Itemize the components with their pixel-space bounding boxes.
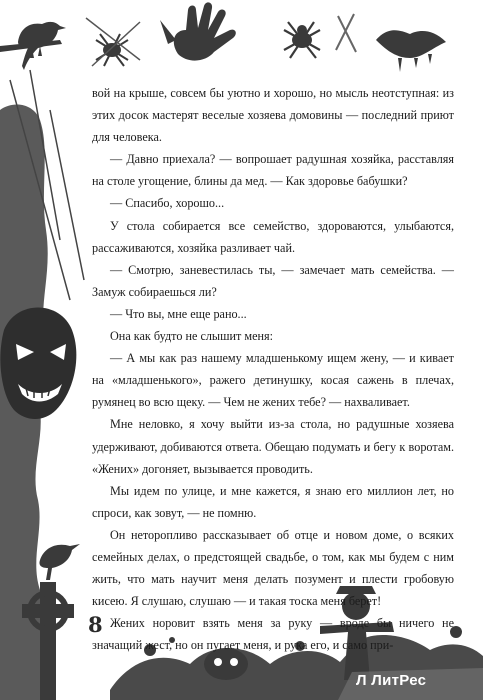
crow-icon <box>39 544 80 580</box>
hand-print-icon <box>160 2 236 60</box>
paragraph: — Смотрю, заневестилась ты, — замечает мать семейства. — Замуж собираешься ли? <box>92 262 454 299</box>
paragraph: Он неторопливо рассказывает об отце и новом доме, о всяких семейных делах, о предстоящей свадьбе, о том, как мы будем с ним жить, что мать научит меня делать позумент и плести гробовую кисею. Я слушаю, слушаю — и такая тоска меня берет! <box>92 527 454 609</box>
paragraph: Мы идем по улице, и мне кажется, я знаю его миллион лет, но спроси, как зовут, — не помню. <box>92 483 454 520</box>
paragraph: Она как будто не слышит меня: <box>110 329 274 344</box>
skull-face-icon <box>0 308 76 420</box>
page-body-text <box>92 82 454 656</box>
spider-icon <box>284 22 320 58</box>
crow-icon <box>0 22 66 70</box>
paragraph: — А мы как раз нашему младшенькому ищем жену, — и кивает на «младшенького», ражего детинушку, косая сажень в плечах, румянец во всю щеку. — Чем не жених тебе? — нахваливает. <box>92 351 454 410</box>
spider-icon <box>86 18 140 66</box>
page-number: 8 <box>88 612 103 637</box>
paragraph: Жених норовит взять меня за руку — вроде бы ничего не значащий жест, но он пугает меня, и рука его, и само при- <box>92 616 454 653</box>
paragraph: Мне неловко, я хочу выйти из-за стола, но радушные хозяева удерживают, добиваются ответа. Обещаю подумать и бегу к воротам. «Жених» догоняет, вызывается проводить. <box>92 417 454 476</box>
paragraph: вой на крыше, совсем бы уютно и хорошо, но мысль неотступная: из этих досок мастерят веселые хозяева домовины — последний приют для человека. <box>92 86 454 145</box>
paragraph: У стола собирается все семейство, здороваются, улыбаются, рассаживаются, хозяйка разливает чай. <box>92 218 454 255</box>
lips-icon <box>376 30 446 72</box>
paragraph: — Что вы, мне еще рано... <box>110 306 247 321</box>
paragraph: — Спасибо, хорошо... <box>110 196 225 211</box>
scratch-mark <box>336 14 356 52</box>
paragraph: — Давно приехала? — вопрошает радушная хозяйка, расставляя на столе угощение, блины да мед. — Как здоровье бабушки? <box>92 152 454 189</box>
watermark-text: Л ЛитРес <box>356 672 427 689</box>
